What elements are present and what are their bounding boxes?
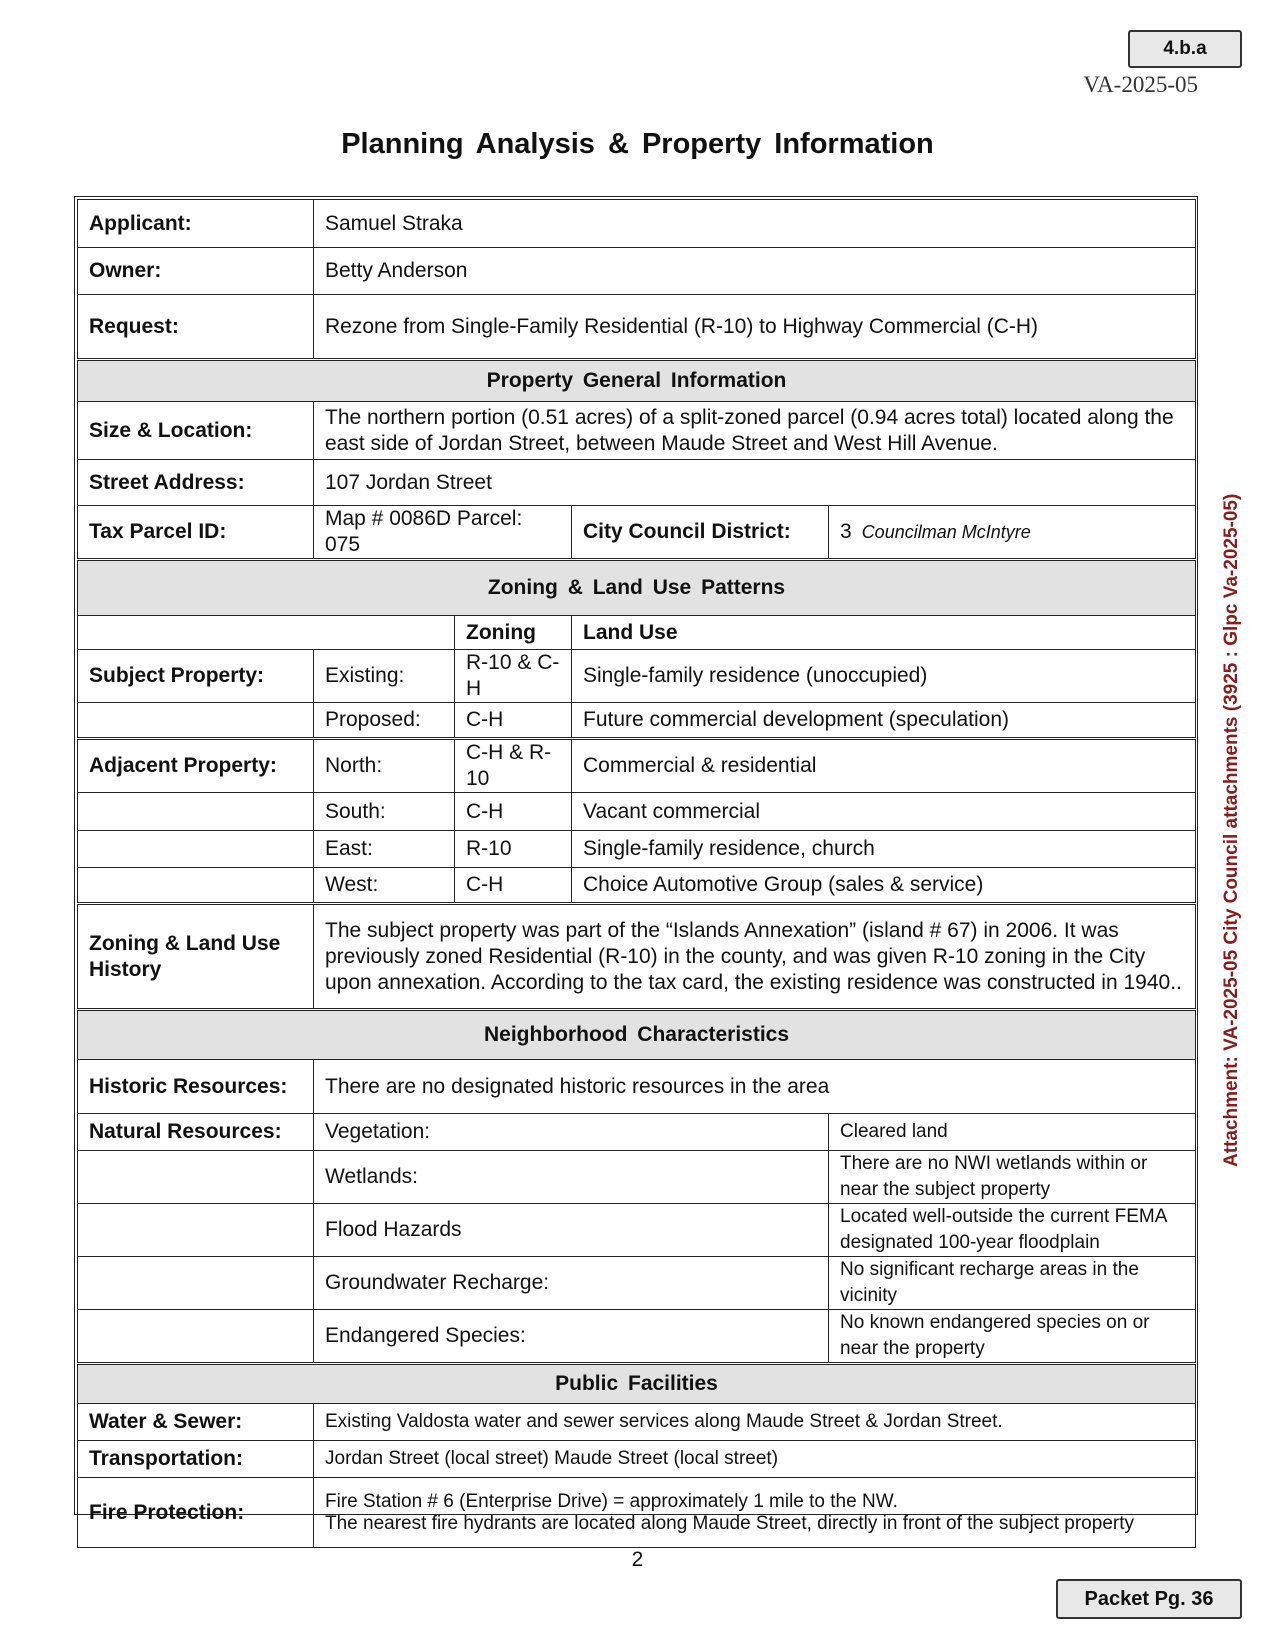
fire-protection-row [78, 1478, 1196, 1548]
case-number: VA-2025-05 [1083, 72, 1198, 97]
natural-resources-label: Natural Resources: [78, 1114, 314, 1151]
adjacent-zoning: C-H [455, 793, 572, 831]
adjacent-zoning: R-10 [455, 831, 572, 868]
transportation-row [78, 1441, 1196, 1478]
subject-direction: Proposed: [314, 703, 455, 739]
subject-direction: Existing: [314, 650, 455, 703]
water-sewer-label: Water & Sewer: [78, 1404, 314, 1441]
natural-item: Flood Hazards [314, 1204, 829, 1257]
section-heading-facilities: Public Facilities [78, 1364, 1196, 1404]
subject-zoning: C-H [455, 703, 572, 739]
transportation-value: Jordan Street (local street) Maude Street (local street) [314, 1441, 1196, 1478]
natural-flood-row [78, 1204, 1196, 1257]
page-title: Planning Analysis & Property Information [341, 128, 934, 160]
transportation-label: Transportation: [78, 1441, 314, 1478]
subject-zoning: R-10 & C-H [455, 650, 572, 703]
subject-landuse: Single-family residence (unoccupied) [572, 650, 1196, 703]
fire-protection-label: Fire Protection: [78, 1478, 314, 1548]
water-sewer-value: Existing Valdosta water and sewer services along Maude Street & Jordan Street. [314, 1404, 1196, 1441]
adjacent-south-row [78, 793, 1196, 831]
size-location-value: The northern portion (0.51 acres) of a split-zoned parcel (0.94 acres total) located along the east side of Jordan Street, between Maude Street and West Hill Avenue. [314, 402, 1196, 460]
request-value: Rezone from Single-Family Residential (R-10) to Highway Commercial (C-H) [314, 295, 1196, 360]
council-district-value [829, 506, 1196, 560]
natural-value: No significant recharge areas in the vicinity [829, 1257, 1196, 1310]
adjacent-direction: South: [314, 793, 455, 831]
fire-hydrant-text: The nearest fire hydrants are located along Maude Street, directly in front of the subject property [325, 1512, 1134, 1534]
blank-label [78, 868, 314, 904]
adjacent-east-row [78, 831, 1196, 868]
blank-label [78, 1151, 314, 1204]
district-number: 3 [840, 520, 852, 543]
blank-label [78, 793, 314, 831]
blank-label [78, 831, 314, 868]
section-heading-neighborhood: Neighborhood Characteristics [78, 1010, 1196, 1060]
natural-item: Groundwater Recharge: [314, 1257, 829, 1310]
applicant-label: Applicant: [78, 200, 314, 248]
subject-landuse: Future commercial development (speculation) [572, 703, 1196, 739]
natural-vegetation-row [78, 1114, 1196, 1151]
natural-wetlands-row [78, 1151, 1196, 1204]
adjacent-landuse: Commercial & residential [572, 739, 1196, 793]
historic-resources-label: Historic Resources: [78, 1060, 314, 1114]
tax-parcel-row [78, 506, 1196, 560]
natural-endangered-row [78, 1310, 1196, 1364]
adjacent-west-row [78, 868, 1196, 904]
natural-value: No known endangered species on or near the property [829, 1310, 1196, 1364]
blank-label [78, 703, 314, 739]
fire-station-text: Fire Station # 6 (Enterprise Drive) = approximately 1 mile to the NW. [325, 1490, 898, 1512]
packet-page-badge: Packet Pg. 36 [1056, 1579, 1242, 1619]
request-row [78, 295, 1196, 360]
zoning-history-label: Zoning & Land Use History [78, 904, 314, 1010]
council-district-label: City Council District: [572, 506, 829, 560]
attachment-note: Attachment: VA-2025-05 City Council attachments (3925 : Glpc Va-2025-05) [1221, 493, 1242, 1167]
tax-parcel-value: Map # 0086D Parcel: 075 [314, 506, 572, 560]
natural-item: Endangered Species: [314, 1310, 829, 1364]
request-label: Request: [78, 295, 314, 360]
tax-parcel-label: Tax Parcel ID: [78, 506, 314, 560]
adjacent-direction: West: [314, 868, 455, 904]
zoning-header-blank [78, 616, 455, 650]
subject-property-label: Subject Property: [78, 650, 314, 703]
natural-item: Wetlands: [314, 1151, 829, 1204]
owner-value: Betty Anderson [314, 248, 1196, 295]
councilman-name: Councilman McIntyre [861, 522, 1031, 542]
size-location-label: Size & Location: [78, 402, 314, 460]
applicant-value: Samuel Straka [314, 200, 1196, 248]
owner-label: Owner: [78, 248, 314, 295]
historic-resources-row [78, 1060, 1196, 1114]
blank-label [78, 1257, 314, 1310]
adjacent-north-row [78, 739, 1196, 793]
section-zoning [78, 560, 1196, 616]
section-heading-zoning: Zoning & Land Use Patterns [78, 560, 1196, 616]
fire-protection-value [314, 1478, 1196, 1548]
owner-row [78, 248, 1196, 295]
adjacent-zoning: C-H [455, 868, 572, 904]
section-heading-general: Property General Information [78, 360, 1196, 402]
zoning-history-row [78, 904, 1196, 1010]
applicant-row [78, 200, 1196, 248]
natural-item: Vegetation: [314, 1114, 829, 1151]
adjacent-direction: North: [314, 739, 455, 793]
subject-existing-row [78, 650, 1196, 703]
section-facilities [78, 1364, 1196, 1404]
landuse-column-header: Land Use [572, 616, 1196, 650]
street-address-label: Street Address: [78, 460, 314, 506]
adjacent-landuse: Single-family residence, church [572, 831, 1196, 868]
natural-value: There are no NWI wetlands within or near the subject property [829, 1151, 1196, 1204]
historic-resources-value: There are no designated historic resources in the area [314, 1060, 1196, 1114]
zoning-header-row [78, 616, 1196, 650]
natural-value: Cleared land [829, 1114, 1196, 1151]
blank-label [78, 1310, 314, 1364]
zoning-history-value: The subject property was part of the “Islands Annexation” (island # 67) in 2006. It was previously zoned Residential (R-10) in the county, and was given R-10 zoning in the City upon annexation. According to the tax card, the existing residence was constructed in 1940.. [314, 904, 1196, 1010]
agenda-item-badge: 4.b.a [1128, 30, 1242, 68]
natural-groundwater-row [78, 1257, 1196, 1310]
water-sewer-row [78, 1404, 1196, 1441]
zoning-column-header: Zoning [455, 616, 572, 650]
adjacent-landuse: Vacant commercial [572, 793, 1196, 831]
section-general [78, 360, 1196, 402]
section-neighborhood [78, 1010, 1196, 1060]
adjacent-landuse: Choice Automotive Group (sales & service) [572, 868, 1196, 904]
subject-proposed-row [78, 703, 1196, 739]
property-info-table [77, 199, 1196, 1548]
page-number: 2 [631, 1548, 644, 1571]
size-location-row [78, 402, 1196, 460]
street-address-row [78, 460, 1196, 506]
adjacent-direction: East: [314, 831, 455, 868]
adjacent-property-label: Adjacent Property: [78, 739, 314, 793]
natural-value: Located well-outside the current FEMA designated 100-year floodplain [829, 1204, 1196, 1257]
blank-label [78, 1204, 314, 1257]
street-address-value: 107 Jordan Street [314, 460, 1196, 506]
adjacent-zoning: C-H & R-10 [455, 739, 572, 793]
